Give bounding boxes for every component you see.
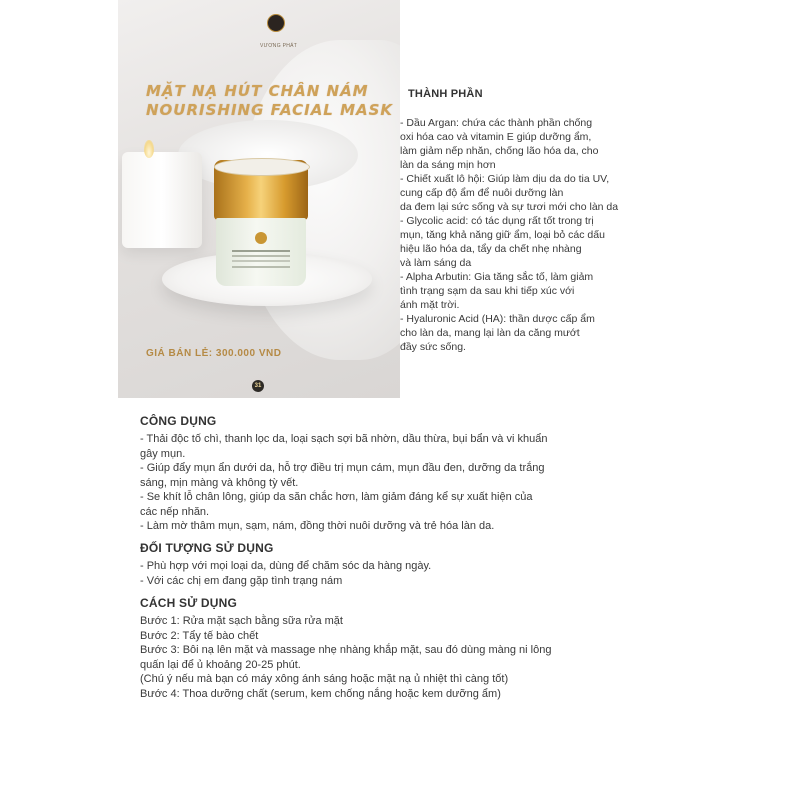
usage-steps [140, 614, 680, 701]
uses-line: gây mụn. [140, 447, 186, 460]
candle-flame-image [144, 140, 154, 158]
usage-heading: CÁCH SỬ DỤNG [140, 596, 238, 610]
ingredient-line: cung cấp độ ẩm để nuôi dưỡng làn [400, 187, 564, 199]
usage-step: quấn lại để ủ khoảng 20-25 phút. [140, 658, 301, 671]
ingredient-line: tình trạng sạm da sau khi tiếp xúc với [400, 285, 575, 297]
uses-heading: CÔNG DỤNG [140, 414, 217, 428]
brand-name: VƯƠNG PHÁT [260, 43, 298, 49]
ingredient-line: cho làn da, mang lại làn da căng mướt [400, 327, 580, 339]
usage-step: Bước 4: Thoa dưỡng chất (serum, kem chống nắng hoặc kem dưỡng ẩm) [140, 687, 501, 700]
ingredient-line: oxi hóa cao và vitamin E giúp dưỡng ẩm, [400, 131, 592, 143]
jar-lid-top-image [214, 158, 310, 176]
ingredients-section [400, 88, 690, 354]
brand-logo-icon [267, 14, 285, 32]
uses-line: - Làm mờ thâm mụn, sạm, nám, đồng thời nuôi dưỡng và trẻ hóa làn da. [140, 520, 495, 532]
ingredient-line: - Hyaluronic Acid (HA): thần dược cấp ẩm [400, 313, 595, 325]
ingredient-line: - Dầu Argan: chứa các thành phần chống [400, 117, 593, 129]
usage-section [140, 596, 680, 701]
ingredient-line: da đem lại sức sống và sự tươi mới cho làn da [400, 201, 619, 213]
uses-line: - Se khít lỗ chân lông, giúp da săn chắc hơn, làm giảm đáng kể sự xuất hiện của [140, 491, 533, 503]
product-title-en: NOURISHING FACIAL MASK [146, 101, 394, 119]
usage-step: Bước 3: Bôi nạ lên mặt và massage nhẹ nhàng khắp mặt, sau đó dùng màng ni lông [140, 644, 552, 656]
ingredient-line: mụn, tăng khả năng giữ ẩm, loại bỏ các dấu [400, 229, 605, 241]
ingredient-line: - Alpha Arbutin: Gia tăng sắc tố, làm giảm [400, 271, 594, 283]
target-users-list [140, 559, 680, 588]
target-users-line: - Phù hợp với mọi loại da, dùng để chăm sóc da hàng ngày. [140, 560, 432, 572]
brand-logo [260, 14, 298, 52]
candle-image [122, 152, 202, 248]
uses-line: sáng, mịn màng và không tỳ vết. [140, 476, 299, 489]
jar-label-image [232, 250, 290, 252]
retail-price: GIÁ BÁN LẺ: 300.000 VND [146, 348, 282, 359]
jar-body-image [216, 218, 306, 286]
product-photo [118, 0, 400, 398]
ingredient-line: làm giảm nếp nhăn, chống lão hóa da, cho [400, 145, 599, 157]
uses-section [140, 414, 680, 534]
ingredient-line: hiệu lão hóa da, tẩy da chết nhẹ nhàng [400, 243, 582, 255]
uses-line: - Giúp đẩy mụn ẩn dưới da, hỗ trợ điều trị mụn cám, mụn đầu đen, dưỡng da trắng [140, 462, 545, 474]
usage-step: Bước 2: Tẩy tế bào chết [140, 629, 259, 642]
product-title-vi: MẶT NẠ HÚT CHÂN NÁM [146, 82, 369, 100]
ingredient-line: và làm sáng da [400, 257, 472, 269]
usage-step: (Chú ý nếu mà bạn có máy xông ánh sáng hoặc mặt nạ ủ nhiệt thì càng tốt) [140, 673, 509, 685]
uses-line: - Thải độc tố chì, thanh lọc da, loại sạch sợi bã nhờn, dầu thừa, bụi bẩn và vi khuẩn [140, 433, 548, 445]
ingredients-heading: THÀNH PHẦN [408, 88, 483, 100]
uses-line: các nếp nhăn. [140, 505, 210, 518]
target-users-section [140, 541, 680, 588]
page-number-badge: 31 [252, 380, 264, 392]
ingredient-line: - Chiết xuất lô hội: Giúp làm dịu da do tia UV, [400, 173, 610, 185]
ingredients-list [400, 116, 690, 354]
target-users-heading: ĐỐI TƯỢNG SỬ DỤNG [140, 541, 274, 555]
uses-list [140, 432, 680, 534]
usage-step: Bước 1: Rửa mặt sạch bằng sữa rửa mặt [140, 615, 343, 627]
ingredient-line: ánh mặt trời. [400, 299, 460, 311]
jar-logo-icon [255, 232, 267, 244]
target-users-line: - Với các chị em đang gặp tình trạng nám [140, 574, 343, 587]
ingredient-line: - Glycolic acid: có tác dụng rất tốt trong trị [400, 215, 594, 227]
ingredient-line: làn da sáng mịn hơn [400, 159, 496, 171]
ingredient-line: đầy sức sống. [400, 341, 466, 353]
